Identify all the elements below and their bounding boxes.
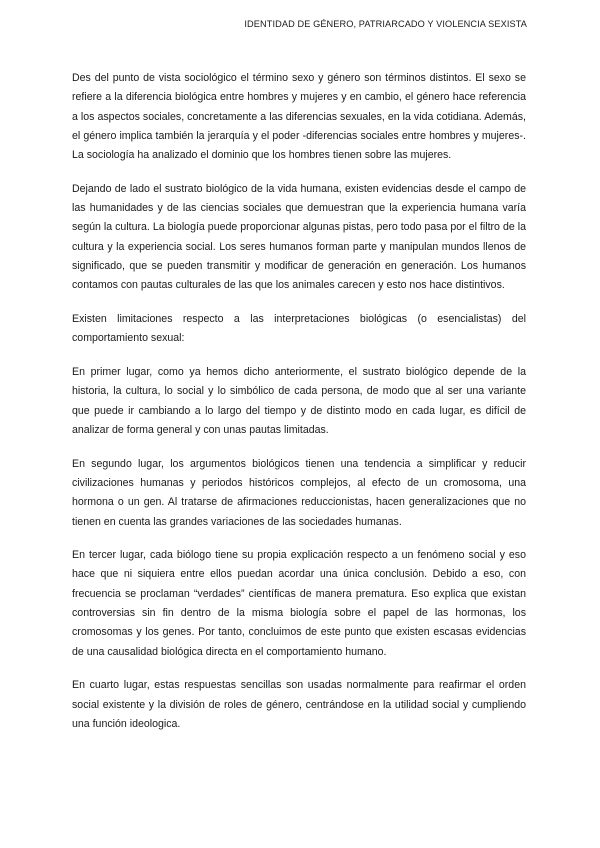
- paragraph-sustrato-biologico: Dejando de lado el sustrato biológico de la vida humana, existen evidencias desde el campo de las humanidades y de las ciencias sociales que demuestran que la experiencia humana varía según la cultura. La biología puede proporcionar algunas pistas, pero todo pasa por el filtro de la cultura y la experiencia social. Los seres humanos forman parte y manipulan mundos llenos de significado, que se pueden transmitir y modificar de generación en generación. Los humanos contamos con pautas culturales de las que los animales carecen y esto nos hace distintivos.: [72, 182, 526, 292]
- paragraph-tercer-lugar: En tercer lugar, cada biólogo tiene su propia explicación respecto a un fenómeno social y eso hace que ni siquiera entre ellos puedan acordar una única conclusión. Debido a eso, con frecuencia se proclaman “verdades” científicas de manera prematura. Eso explica que existan controversias sin fin dentro de la misma biología sobre el papel de las hormonas, los cromosomas y los genes. Por tanto, concluimos de este punto que existen escasas evidencias de una causalidad biológica directa en el comportamiento humano.: [72, 549, 526, 658]
- running-header: IDENTIDAD DE GÉNERO, PATRIARCADO Y VIOLENCIA SEXISTA: [244, 19, 527, 29]
- document-body: [72, 69, 526, 749]
- paragraph-segundo-lugar: En segundo lugar, los argumentos biológicos tienen una tendencia a simplificar y reducir civilizaciones humanas y periodos históricos complejos, al efecto de un cromosoma, una hormona o un gen. Al tratarse de afirmaciones reduccionistas, hacen generalizaciones que no tienen en cuenta las grandes variaciones de las sociedades humanas.: [72, 457, 526, 528]
- paragraph-limitaciones: Existen limitaciones respecto a las interpretaciones biológicas (o esencialistas) del comportamiento sexual:: [72, 313, 526, 345]
- paragraph-primer-lugar: En primer lugar, como ya hemos dicho anteriormente, el sustrato biológico depende de la historia, la cultura, lo social y lo simbólico de cada persona, de modo que al ser una variante que puede ir cambiando a lo largo del tiempo y de distinto modo en cada lugar, es difícil de analizar de forma general y con unas pautas limitadas.: [72, 366, 526, 436]
- paragraph-cuarto-lugar: En cuarto lugar, estas respuestas sencillas son usadas normalmente para reafirmar el orden social existente y la división de roles de género, centrándose en la utilidad social y cumpliendo una función ideologica.: [72, 679, 526, 730]
- paragraph-sexo-genero: Des del punto de vista sociológico el término sexo y género son términos distintos. El sexo se refiere a la diferencia biológica entre hombres y mujeres y en cambio, el género hace referencia a los aspectos sociales, concretamente a las diferencias sexuales, en la vida cotidiana. Además, el género implica también la jerarquía y el poder -diferencias sociales entre hombres y mujeres-. La sociología ha analizado el dominio que los hombres tienen sobre las mujeres.: [72, 72, 526, 162]
